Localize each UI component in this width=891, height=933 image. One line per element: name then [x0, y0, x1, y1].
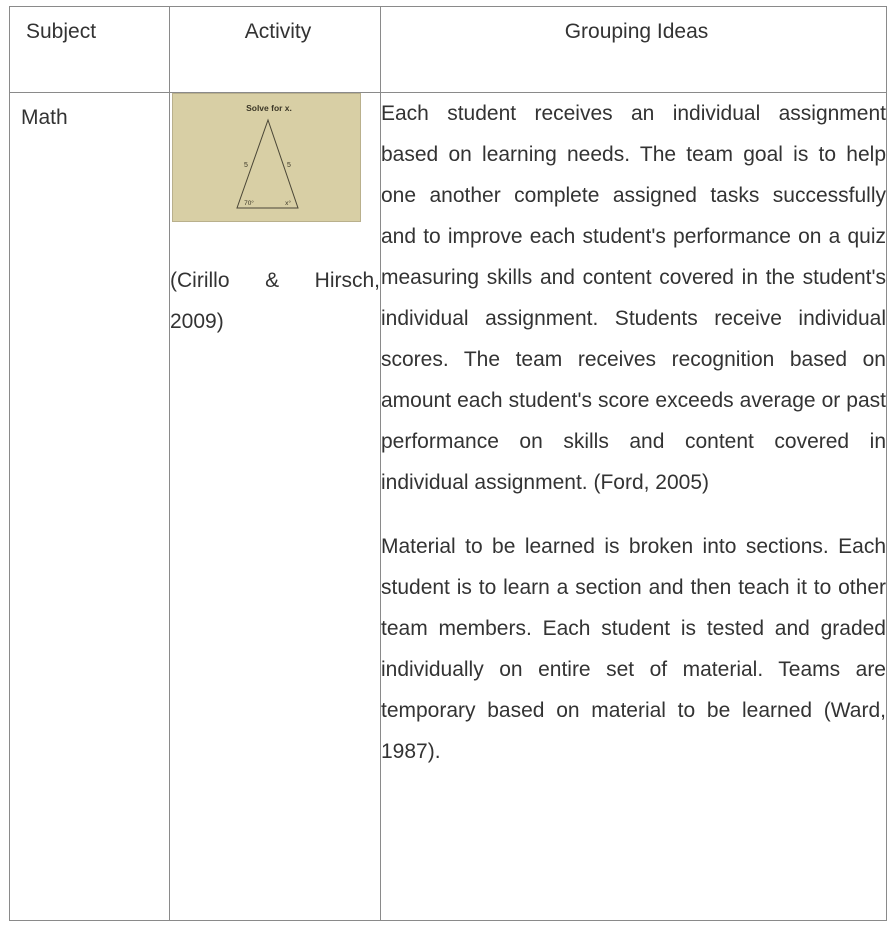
subject-cell: [10, 93, 170, 921]
subject-label: Math: [21, 106, 68, 129]
triangle-problem-image: [172, 93, 361, 222]
angle-right-label: x°: [285, 200, 291, 207]
angle-left-label: 70°: [244, 200, 254, 207]
problem-title: Solve for x.: [246, 103, 292, 113]
header-subject-label: Subject: [26, 20, 97, 43]
side-left-label: 5: [244, 162, 248, 169]
grouping-idea-paragraph: Material to be learned is broken into sections. Each student is to learn a section and then teach it to other team members. Each student is tested and graded individually on entire set of material. Teams are temporary based on material to be learned (Ward, 1987).: [381, 535, 886, 763]
header-grouping-label: Grouping Ideas: [564, 20, 709, 43]
grouping-table: [9, 6, 887, 921]
header-grouping-ideas: [381, 7, 887, 93]
grouping-idea-paragraph: Each student receives an individual assignment based on learning needs. The team goal is to help one another complete assigned tasks successfully and to improve each student's performance on a quiz measuring skills and content covered in the student's individual assignment. Students receive individual scores. The team receives recognition based on amount each student's score exceeds average or past performance on skills and content covered in individual assignment. (Ford, 2005): [381, 102, 886, 494]
triangle-diagram: [173, 94, 360, 221]
header-activity: [170, 7, 381, 93]
side-right-label: 5: [287, 162, 291, 169]
header-activity-label: Activity: [244, 20, 312, 43]
activity-cell: [170, 93, 381, 921]
activity-citation: (Cirillo & Hirsch, 2009): [170, 269, 380, 333]
table-row: [10, 93, 887, 921]
grouping-ideas-cell: [381, 93, 887, 921]
header-row: [10, 7, 887, 93]
header-subject: [10, 7, 170, 93]
